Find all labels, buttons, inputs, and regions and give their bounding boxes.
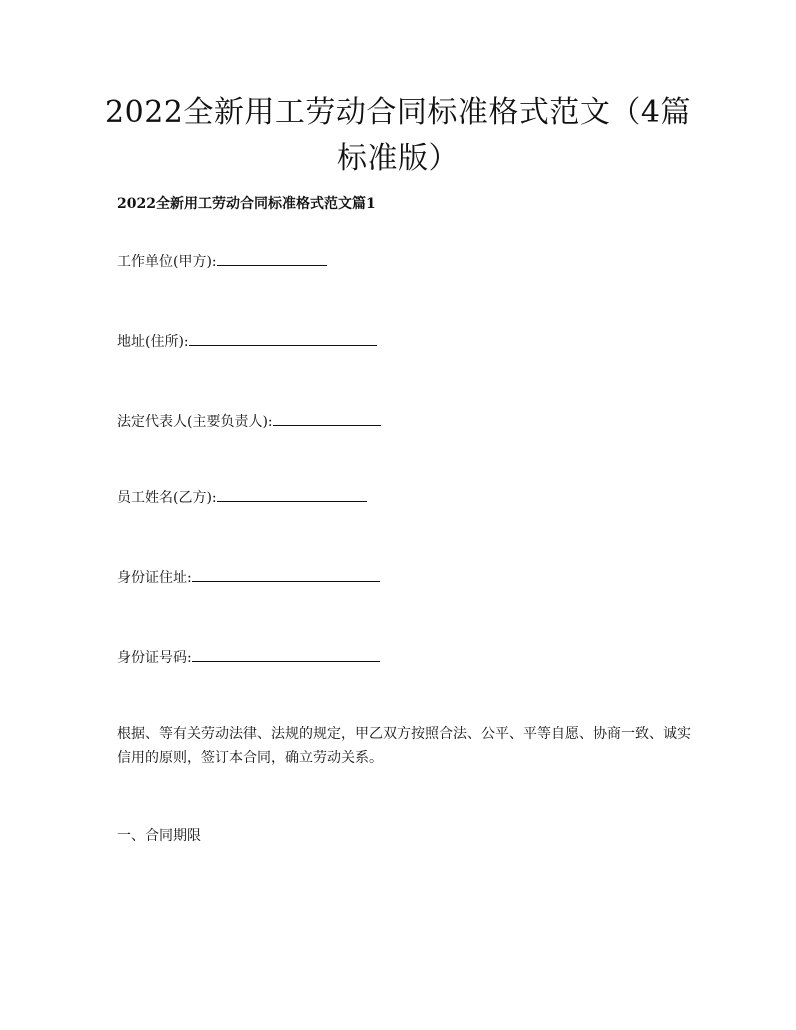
id-number-label: 身份证号码: bbox=[117, 650, 192, 666]
id-number-blank-line bbox=[192, 648, 380, 662]
legal-representative-blank-line bbox=[273, 412, 381, 426]
employer-field bbox=[117, 252, 327, 272]
id-address-label: 身份证住址: bbox=[117, 570, 192, 586]
section-heading-contract-term: 一、合同期限 bbox=[117, 828, 201, 844]
id-address-field bbox=[117, 568, 380, 588]
employee-name-label: 员工姓名(乙方): bbox=[117, 490, 217, 506]
document-title: 2022全新用工劳动合同标准格式范文（4篇标准版） bbox=[105, 95, 691, 176]
employee-name-field bbox=[117, 488, 367, 508]
employer-blank-line bbox=[217, 252, 327, 266]
intro-paragraph: 根据、等有关劳动法律、法规的规定，甲乙双方按照合法、公平、平等自愿、协商一致、诚实信用的原则，签订本合同，确立劳动关系。 bbox=[117, 726, 691, 766]
address-field bbox=[117, 332, 377, 352]
employer-label: 工作单位(甲方): bbox=[117, 254, 217, 270]
id-address-blank-line bbox=[192, 568, 380, 582]
legal-representative-label: 法定代表人(主要负责人): bbox=[117, 414, 273, 430]
address-blank-line bbox=[189, 332, 377, 346]
address-label: 地址(住所): bbox=[117, 334, 189, 350]
legal-representative-field bbox=[117, 412, 381, 432]
id-number-field bbox=[117, 648, 380, 668]
employee-name-blank-line bbox=[217, 488, 367, 502]
document-subtitle: 2022全新用工劳动合同标准格式范文篇1 bbox=[117, 196, 376, 212]
